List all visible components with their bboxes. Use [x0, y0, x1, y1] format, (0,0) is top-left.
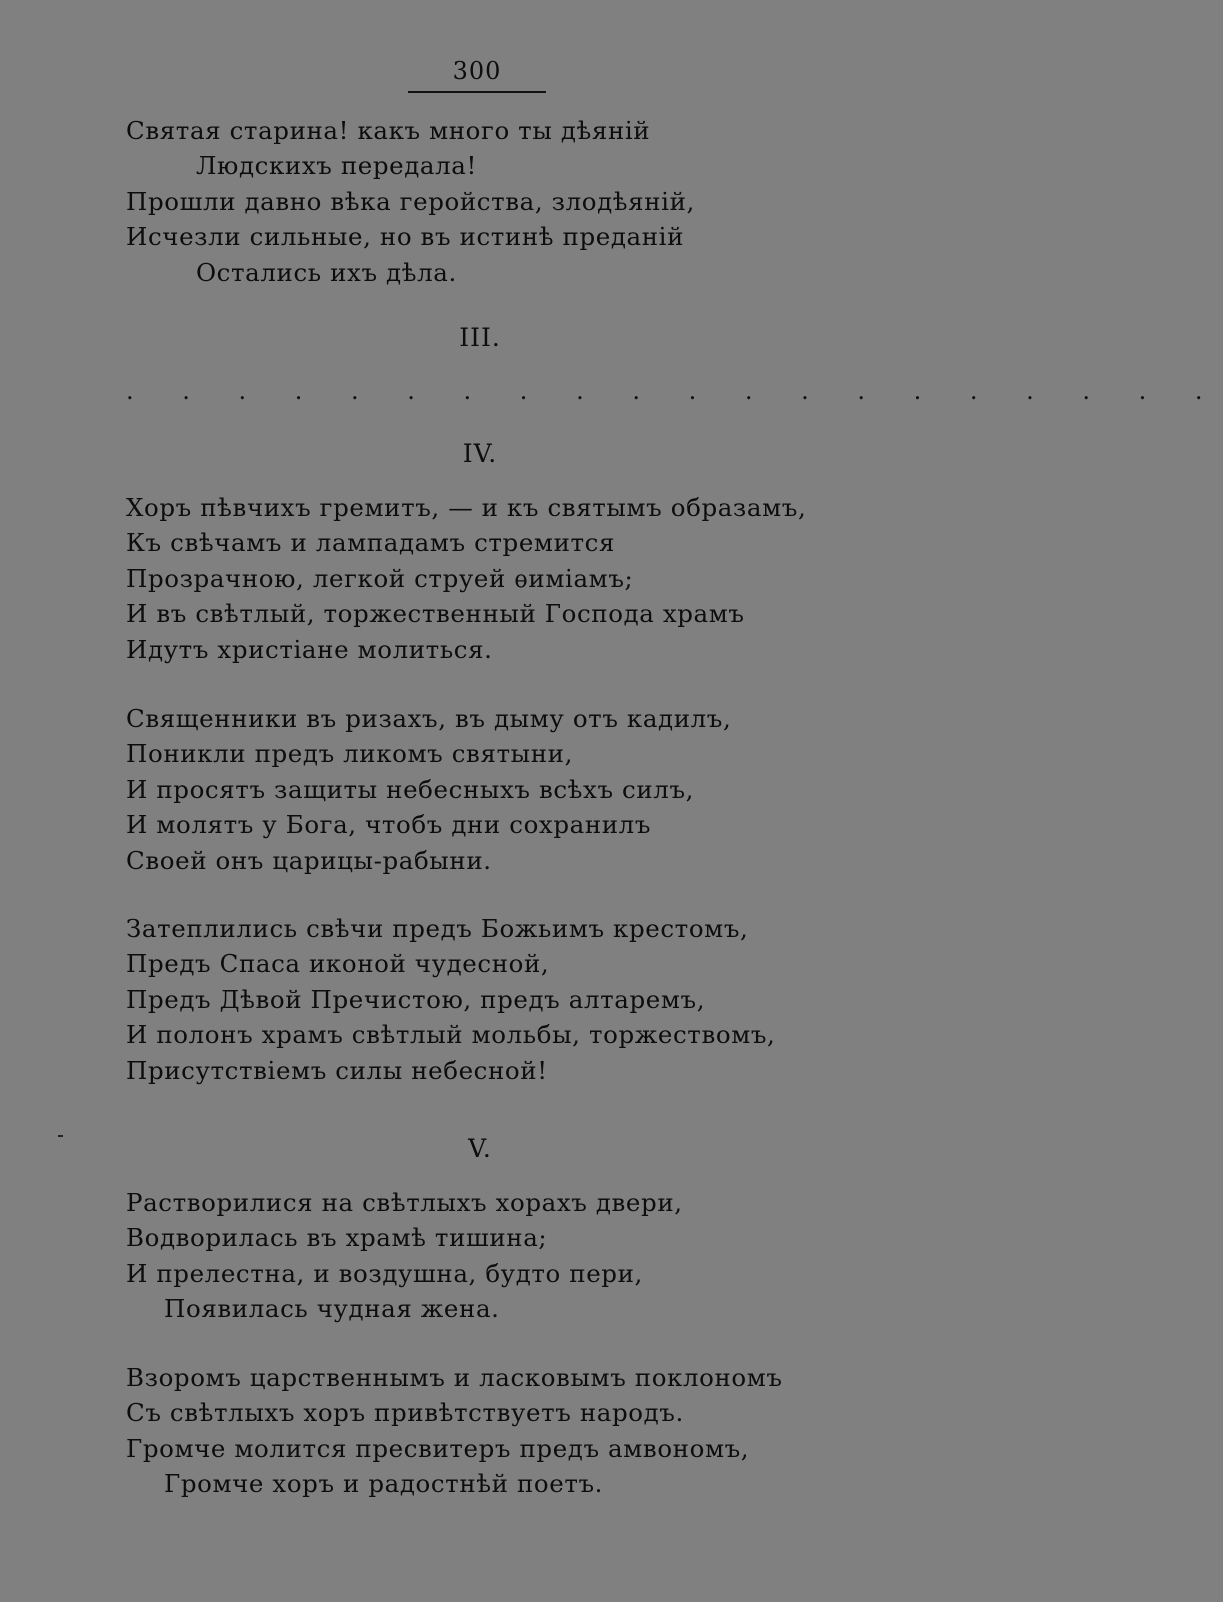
verse-line: Предъ Дѣвой Пречистою, предъ алтаремъ, [126, 984, 706, 1014]
verse-line: Поникли предъ ликомъ святыни, [126, 739, 573, 769]
verse-line: Предъ Спаса иконой чудесной, [126, 949, 550, 979]
verse-line: Затеплились свѣчи предъ Божьимъ крестомъ, [126, 914, 749, 943]
verse-line: Водворилась въ храмѣ тишина; [126, 1223, 548, 1253]
verse-line: И прелестна, и воздушна, будто пери, [126, 1258, 643, 1288]
verse-line: Исчезли сильные, но въ истинѣ преданій [126, 222, 685, 252]
verse-line: Священники въ ризахъ, въ дыму отъ кадилъ, [126, 704, 732, 733]
verse-line: Присутствіемъ силы небесной! [126, 1055, 548, 1085]
stanza-4a [126, 490, 806, 667]
verse-line: Взоромъ царственнымъ и ласковымъ поклономъ [126, 1363, 783, 1392]
verse-line: И въ свѣтлый, торжественный Господа храмъ [126, 599, 745, 629]
section-heading-4: IV. [462, 439, 498, 468]
verse-line: Растворилися на свѣтлыхъ хорахъ двери, [126, 1188, 683, 1217]
verse-line: И молятъ у Бога, чтобъ дни сохранилъ [126, 810, 652, 840]
section-heading-5: V. [468, 1134, 492, 1163]
verse-line: Прозрачною, легкой струей ѳиміамъ; [126, 563, 634, 593]
verse-line: Съ свѣтлыхъ хоръ привѣтствуетъ народъ. [126, 1398, 684, 1428]
print-speck [58, 1135, 63, 1137]
stanza-5b [126, 1360, 783, 1502]
stanza-4c [126, 911, 775, 1088]
verse-line: Громче молится пресвитеръ предъ амвономъ, [126, 1433, 750, 1463]
verse-line: Хоръ пѣвчихъ гремитъ, — и къ святымъ образамъ, [126, 493, 807, 522]
verse-line: Къ свѣчамъ и лампадамъ стремится [126, 528, 616, 558]
verse-line: Идутъ христіане молиться. [126, 634, 493, 664]
section-heading-3: III. [459, 323, 501, 352]
page-number-rule [408, 91, 546, 93]
verse-line: Появилась чудная жена. [164, 1294, 500, 1324]
omitted-section-dots: . . . . . . . . . . . . . . . . . . . . [126, 377, 1223, 405]
verse-line: Святая старина! какъ много ты дѣяній [126, 116, 651, 145]
verse-line: Прошли давно вѣка геройства, злодѣяній, [126, 186, 695, 216]
stanza-5a [126, 1185, 683, 1327]
stanza-top [126, 113, 695, 290]
verse-line: И просятъ защиты небесныхъ всѣхъ силъ, [126, 774, 695, 804]
verse-line: Людскихъ передала! [196, 151, 477, 181]
verse-line: И полонъ храмъ свѣтлый мольбы, торжествомъ, [126, 1020, 776, 1050]
verse-line: Громче хоръ и радостнѣй поетъ. [164, 1469, 604, 1499]
verse-line: Своей онъ царицы-рабыни. [126, 845, 492, 875]
stanza-4b [126, 701, 731, 878]
verse-line: Остались ихъ дѣла. [196, 257, 457, 287]
page-number: 300 [452, 57, 502, 85]
